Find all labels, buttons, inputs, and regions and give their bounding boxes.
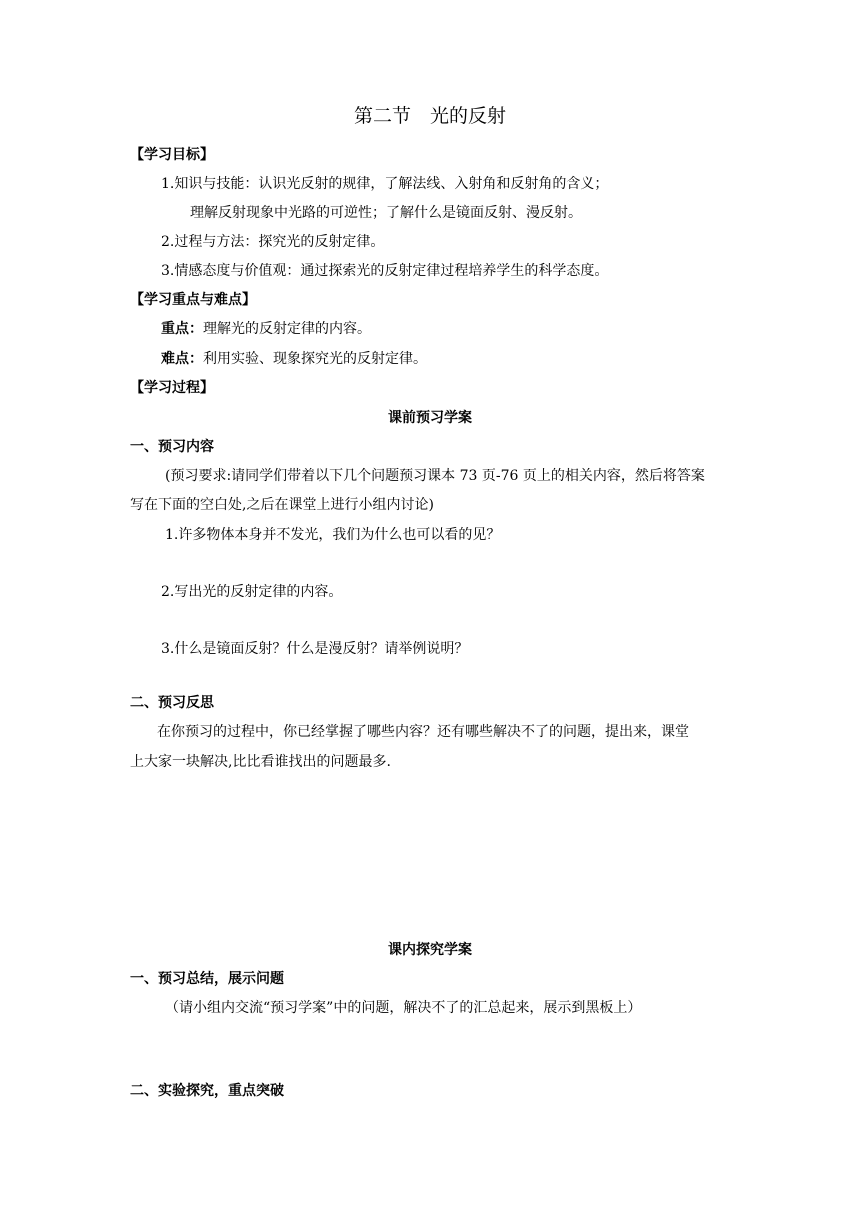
inclass-section-2-heading: 二、实验探究，重点突破 (130, 1083, 284, 1099)
focus-line (161, 319, 371, 339)
preview-section-2-heading: 二、预习反思 (130, 695, 214, 711)
objective-item-1-line-2: 理解反射现象中光路的可逆性；了解什么是镜面反射、漫反射。 (190, 205, 582, 221)
focus-text: 理解光的反射定律的内容。 (203, 321, 371, 337)
focus-label: 重点： (161, 321, 203, 337)
objective-item-1-line-1: 1.知识与技能：认识光反射的规律，了解法线、入射角和反射角的含义； (161, 176, 609, 192)
reflection-line-1: 在你预习的过程中，你已经掌握了哪些内容？还有哪些解决不了的问题，提出来，课堂 (157, 724, 689, 740)
objective-item-2: 2.过程与方法：探究光的反射定律。 (161, 234, 385, 250)
page-title: 第二节 光的反射 (353, 105, 506, 127)
preview-section-1-heading: 一、预习内容 (130, 439, 214, 455)
objectives-heading: 【学习目标】 (130, 147, 214, 163)
preview-requirement-line-2: 写在下面的空白处,之后在课堂上进行小组内讨论) (130, 497, 434, 513)
difficulty-text: 利用实验、现象探究光的反射定律。 (203, 351, 427, 367)
preview-question-3: 3.什么是镜面反射？什么是漫反射？请举例说明？ (161, 641, 469, 657)
key-points-heading: 【学习重点与难点】 (130, 292, 256, 308)
inclass-section-1-note: （请小组内交流“预习学案”中的问题，解决不了的汇总起来，展示到黑板上） (165, 1000, 642, 1016)
inclass-heading: 课内探究学案 (388, 942, 472, 958)
preview-question-1: 1.许多物体本身并不发光，我们为什么也可以看的见？ (165, 527, 501, 543)
preview-heading: 课前预习学案 (388, 410, 472, 426)
reflection-line-2: 上大家一块解决,比比看谁找出的问题最多. (130, 754, 391, 770)
preview-requirement-line-1: (预习要求:请同学们带着以下几个问题预习课本 73 页-76 页上的相关内容，然后将答案 (165, 468, 705, 484)
process-heading: 【学习过程】 (130, 380, 214, 396)
preview-question-2: 2.写出光的反射定律的内容。 (161, 584, 343, 600)
difficulty-label: 难点： (161, 351, 203, 367)
difficulty-line (161, 349, 427, 369)
objective-item-3: 3.情感态度与价值观：通过探索光的反射定律过程培养学生的科学态度。 (161, 263, 609, 279)
inclass-section-1-heading: 一、预习总结，展示问题 (130, 971, 284, 987)
